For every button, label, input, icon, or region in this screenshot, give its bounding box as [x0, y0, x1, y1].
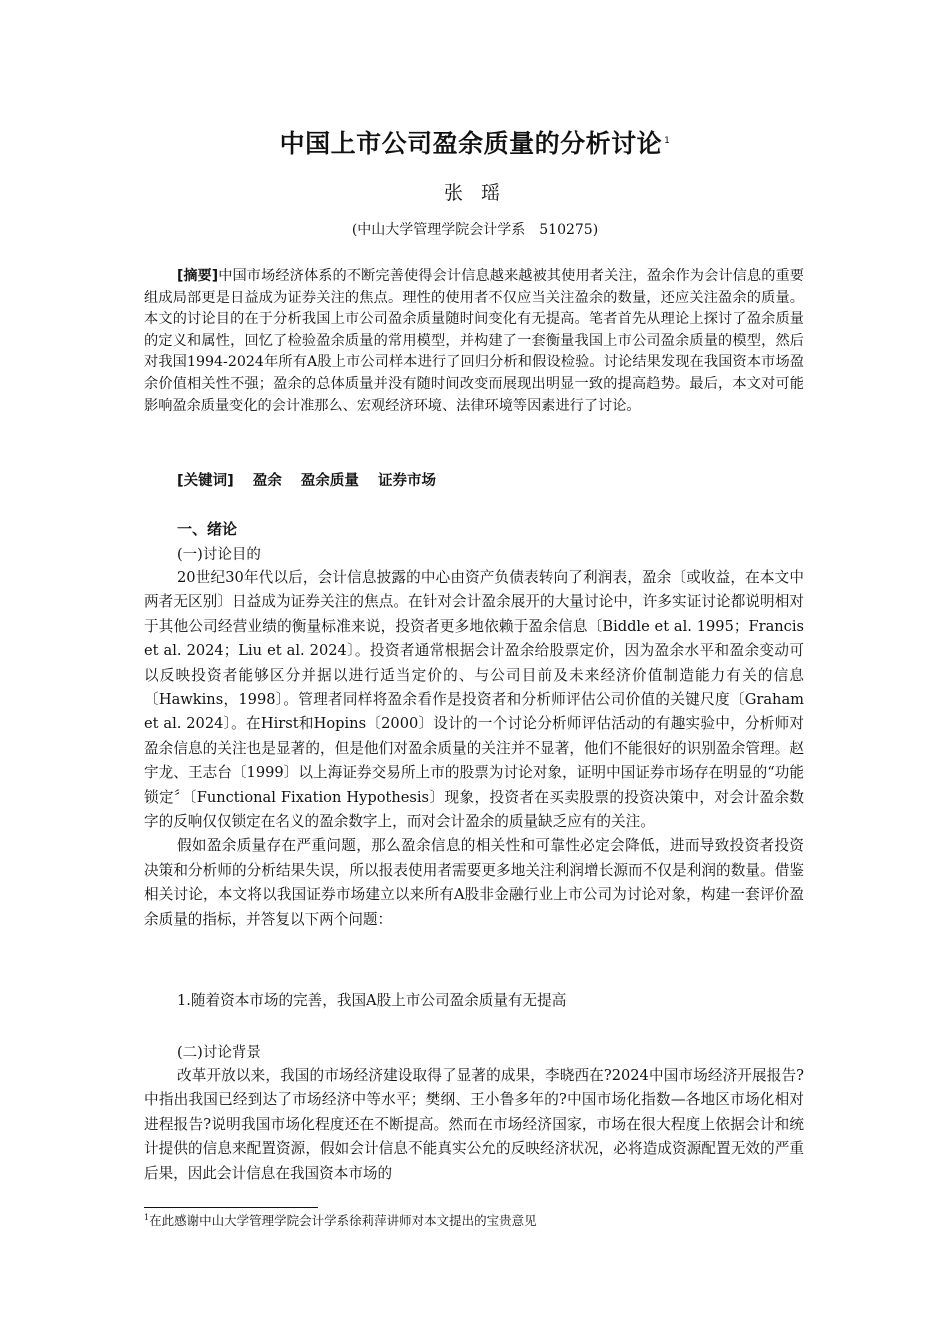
footnote-mark: 1 [144, 1212, 150, 1222]
paper-title [0, 124, 950, 160]
paragraph: 假如盈余质量存在严重问题，那么盈余信息的相关性和可靠性必定会降低，进而导致投资者投资决策和分析师的分析结果失误，所以报表使用者需要更多地关注利润增长源而不仅是利润的数量。借鉴相关讨论，本文将以我国证券市场建立以来所有A股非金融行业上市公司为讨论对象，构建一套评价盈余质量的指标，并答复以下两个问题： [144, 837, 804, 928]
keyword: 盈余质量 [300, 473, 359, 489]
list-item: 1.随着资本市场的完善，我国A股上市公司盈余质量有无提高 [177, 992, 567, 1009]
abstract-label: [摘要] [177, 268, 219, 284]
keyword: 盈余 [252, 473, 282, 489]
abstract-text: 中国市场经济体系的不断完善使得会计信息越来越被其使用者关注，盈余作为会计信息的重要组成局部更是日益成为证券关注的焦点。理性的使用者不仅应当关注盈余的数量，还应关注盈余的质量。本文的讨论目的在于分析我国上市公司盈余质量随时间变化有无提高。笔者首先从理论上探讨了盈余质量的定义和属性，回忆了检验盈余质量的常用模型，并构建了一套衡量我国上市公司盈余质量的模型，然后对我国1994-2024年所有A股上市公司样本进行了回归分析和假设检验。讨论结果发现在我国资本市场盈余价值相关性不强；盈余的总体质量并没有随时间改变而展现出明显一致的提高趋势。最后，本文对可能影响盈余质量变化的会计准那么、宏观经济环境、法律环境等因素进行了讨论。 [144, 268, 804, 414]
keyword: 证券市场 [377, 473, 436, 489]
author-name: 张 瑶 [443, 182, 507, 204]
footnote [144, 1211, 537, 1229]
body-paragraphs [144, 1064, 804, 1186]
keywords-label: [关键词] [177, 473, 234, 489]
paragraph: 改革开放以来，我国的市场经济建设取得了显著的成果，李晓西在?2024中国市场经济开展报告?中指出我国已经到达了市场经济中等水平；樊纲、王小鲁多年的?中国市场化指数—各地区市场化相对进程报告?说明我国市场化程度还在不断提高。然而在市场经济国家，市场在很大程度上依据会计和统计提供的信息来配置资源，假如会计信息不能真实公允的反映经济状况，必将造成资源配置无效的严重后果，因此会计信息在我国资本市场的 [144, 1067, 804, 1182]
body-paragraphs [144, 566, 804, 932]
keywords [177, 469, 436, 490]
title-footnote-mark: 1 [664, 135, 671, 146]
paragraph: 20世纪30年代以后，会计信息披露的中心由资产负债表转向了利润表，盈余〔或收益，在本文中两者无区别〕日益成为证券关注的焦点。在针对会计盈余展开的大量讨论中，许多实证讨论都说明相对于其他公司经营业绩的衡量标准来说，投资者更多地依赖于盈余信息〔Biddle et al. 1995；Francis et al. 2024；Liu et al. 2024〕。投资者通常根据会计盈余给股票定价，因为盈余水平和盈余变动可以反映投资者能够区分并据以进行适当定价的、与公司目前及未来经济价值制造能力有关的信息〔Hawkins，1998〕。管理者同样将盈余看作是投资者和分析师评估公司价值的关键尺度〔Graham et al. 2024〕。在Hirst和Hopins〔2000〕设计的一个讨论分析师评估活动的有趣实验中，分析师对盈余信息的关注也是显著的，但是他们对盈余质量的关注并不显著，他们不能很好的识别盈余管理。赵宇龙、王志台〔1999〕以上海证券交易所上市的股票为讨论对象，证明中国证券市场存在明显的“功能锁定〞〔Functional Fixation Hypothesis〕现象，投资者在买卖股票的投资决策中，对会计盈余数字的反响仅仅锁定在名义的盈余数字上，而对会计盈余的质量缺乏应有的关注。 [144, 569, 804, 831]
footnote-divider [144, 1207, 318, 1208]
footnote-text: 在此感谢中山大学管理学院会计学系徐莉萍讲师对本文提出的宝贵意见 [149, 1213, 537, 1228]
subsection-heading: (一)讨论目的 [177, 547, 261, 563]
author-affiliation: (中山大学管理学院会计学系 510275) [351, 222, 599, 238]
title-text: 中国上市公司盈余质量的分析讨论 [279, 129, 663, 158]
subsection-heading: (二)讨论背景 [177, 1045, 261, 1061]
section-heading: 一、绪论 [177, 520, 238, 538]
abstract [144, 266, 804, 417]
